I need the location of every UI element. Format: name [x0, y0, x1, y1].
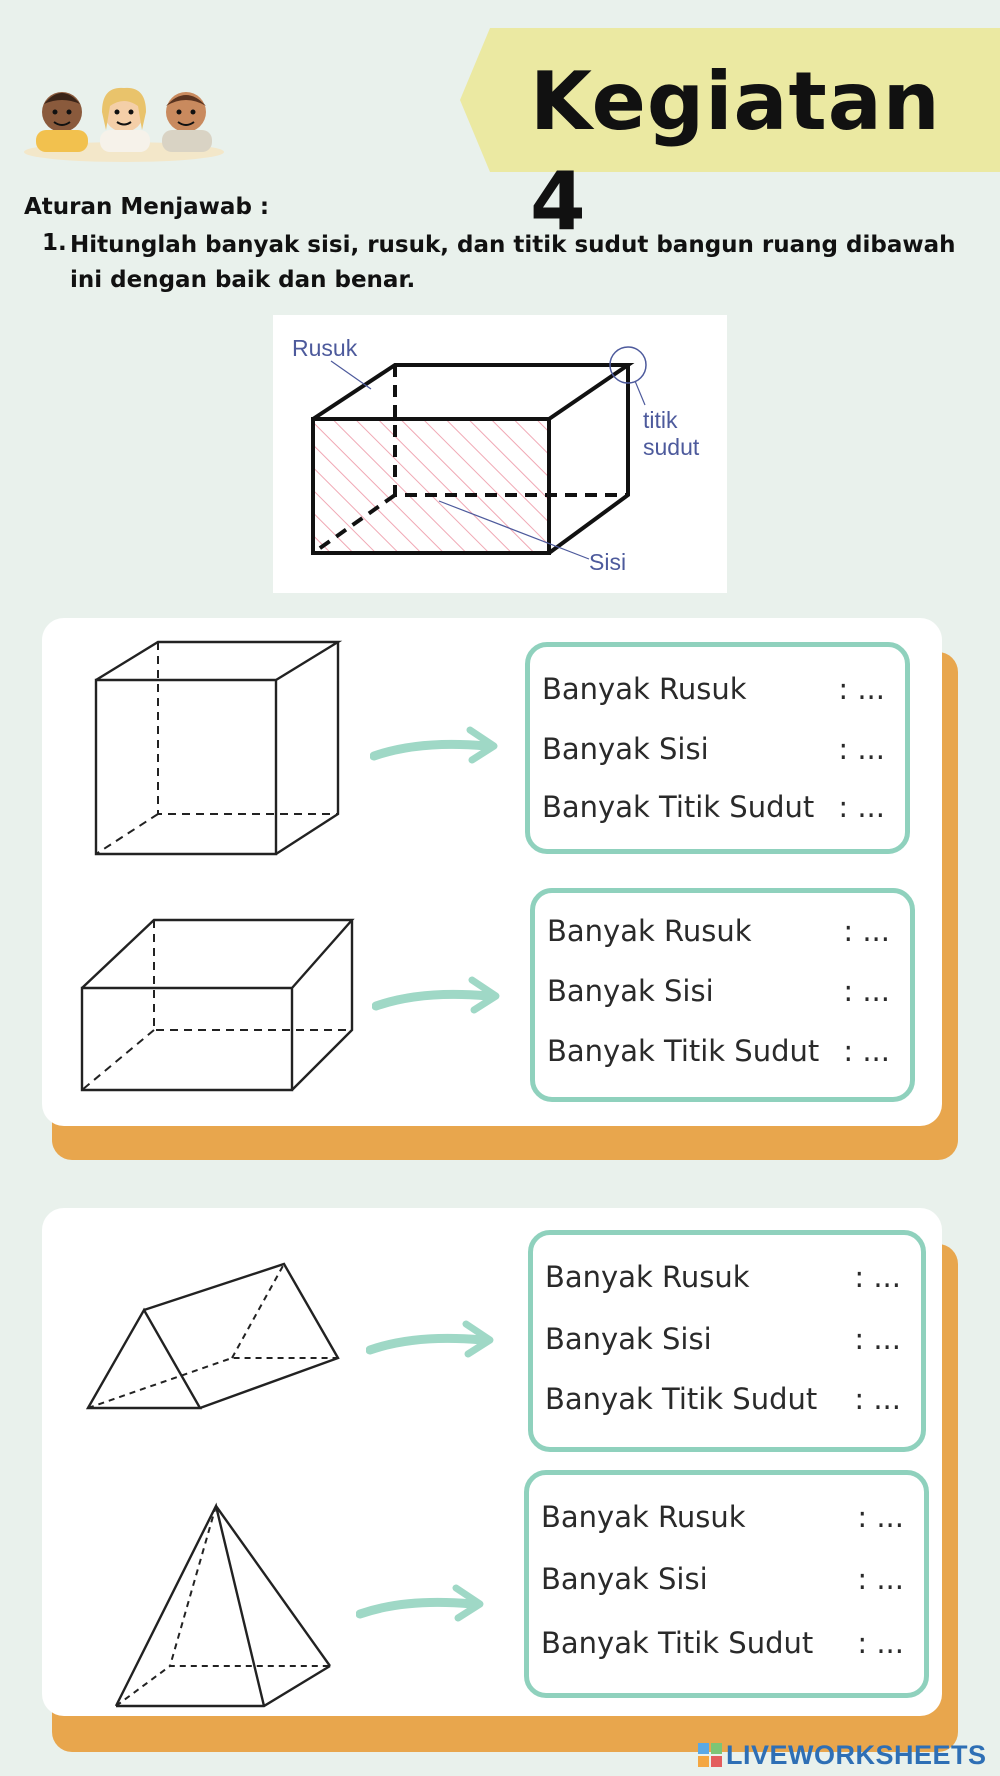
faces-answer-blank[interactable]: : ...: [857, 1562, 904, 1596]
vertices-row: [545, 1379, 901, 1419]
edge-label: Rusuk: [292, 335, 358, 361]
edges-answer-blank[interactable]: : ...: [843, 914, 890, 948]
faces-label: Banyak Sisi: [541, 1562, 708, 1596]
edges-label: Banyak Rusuk: [547, 914, 752, 948]
edges-row: [541, 1497, 904, 1537]
edges-row: [547, 911, 890, 951]
edges-answer-blank[interactable]: : ...: [854, 1260, 901, 1294]
edges-row: [542, 669, 885, 709]
faces-answer-blank[interactable]: : ...: [843, 974, 890, 1008]
faces-row: [547, 971, 890, 1011]
arrow-icon: [366, 1316, 498, 1360]
answer-box-triangular-prism: [528, 1230, 926, 1452]
faces-label: Banyak Sisi: [542, 732, 709, 766]
vertices-answer-blank[interactable]: : ...: [854, 1382, 901, 1416]
faces-label: Banyak Sisi: [547, 974, 714, 1008]
vertices-answer-blank[interactable]: : ...: [838, 790, 885, 824]
rules-heading: Aturan Menjawab :: [24, 194, 270, 220]
faces-answer-blank[interactable]: : ...: [838, 732, 885, 766]
answer-box-cube: [525, 642, 910, 854]
arrow-icon: [356, 1580, 488, 1624]
vertices-answer-blank[interactable]: : ...: [843, 1034, 890, 1068]
children-illustration: [22, 82, 227, 164]
vertices-label: Banyak Titik Sudut: [547, 1034, 820, 1068]
vertices-row: [547, 1031, 890, 1071]
edges-answer-blank[interactable]: : ...: [838, 672, 885, 706]
vertices-row: [541, 1623, 904, 1663]
faces-answer-blank[interactable]: : ...: [854, 1322, 901, 1356]
faces-row: [542, 729, 885, 769]
cube-figure: [90, 636, 350, 862]
vertices-answer-blank[interactable]: : ...: [857, 1626, 904, 1660]
logo-icon: [698, 1743, 722, 1767]
cuboid-figure: [78, 914, 360, 1094]
vertices-row: [542, 787, 885, 827]
reference-diagram: [273, 315, 727, 593]
arrow-icon: [372, 972, 504, 1016]
vertices-label: Banyak Titik Sudut: [545, 1382, 818, 1416]
edges-label: Banyak Rusuk: [541, 1500, 746, 1534]
triangular-prism-figure: [84, 1258, 342, 1412]
answer-box-square-pyramid: [524, 1470, 929, 1698]
edges-label: Banyak Rusuk: [542, 672, 747, 706]
rule-text: Hitunglah banyak sisi, rusuk, dan titik sudut bangun ruang dibawah ini dengan baik dan benar.: [70, 232, 956, 293]
answer-box-cuboid: [530, 888, 915, 1102]
faces-label: Banyak Sisi: [545, 1322, 712, 1356]
logo-text: LIVEWORKSHEETS: [726, 1740, 987, 1770]
edges-label: Banyak Rusuk: [545, 1260, 750, 1294]
rule-number: 1.: [42, 230, 67, 256]
faces-row: [541, 1559, 904, 1599]
edges-answer-blank[interactable]: : ...: [857, 1500, 904, 1534]
vertex-label: titik sudut: [643, 407, 700, 460]
edges-row: [545, 1257, 901, 1297]
square-pyramid-figure: [112, 1502, 334, 1710]
faces-row: [545, 1319, 901, 1359]
page-title: Kegiatan 4: [530, 55, 941, 248]
vertices-label: Banyak Titik Sudut: [541, 1626, 814, 1660]
face-label: Sisi: [589, 549, 627, 575]
arrow-icon: [370, 722, 502, 766]
vertices-label: Banyak Titik Sudut: [542, 790, 815, 824]
